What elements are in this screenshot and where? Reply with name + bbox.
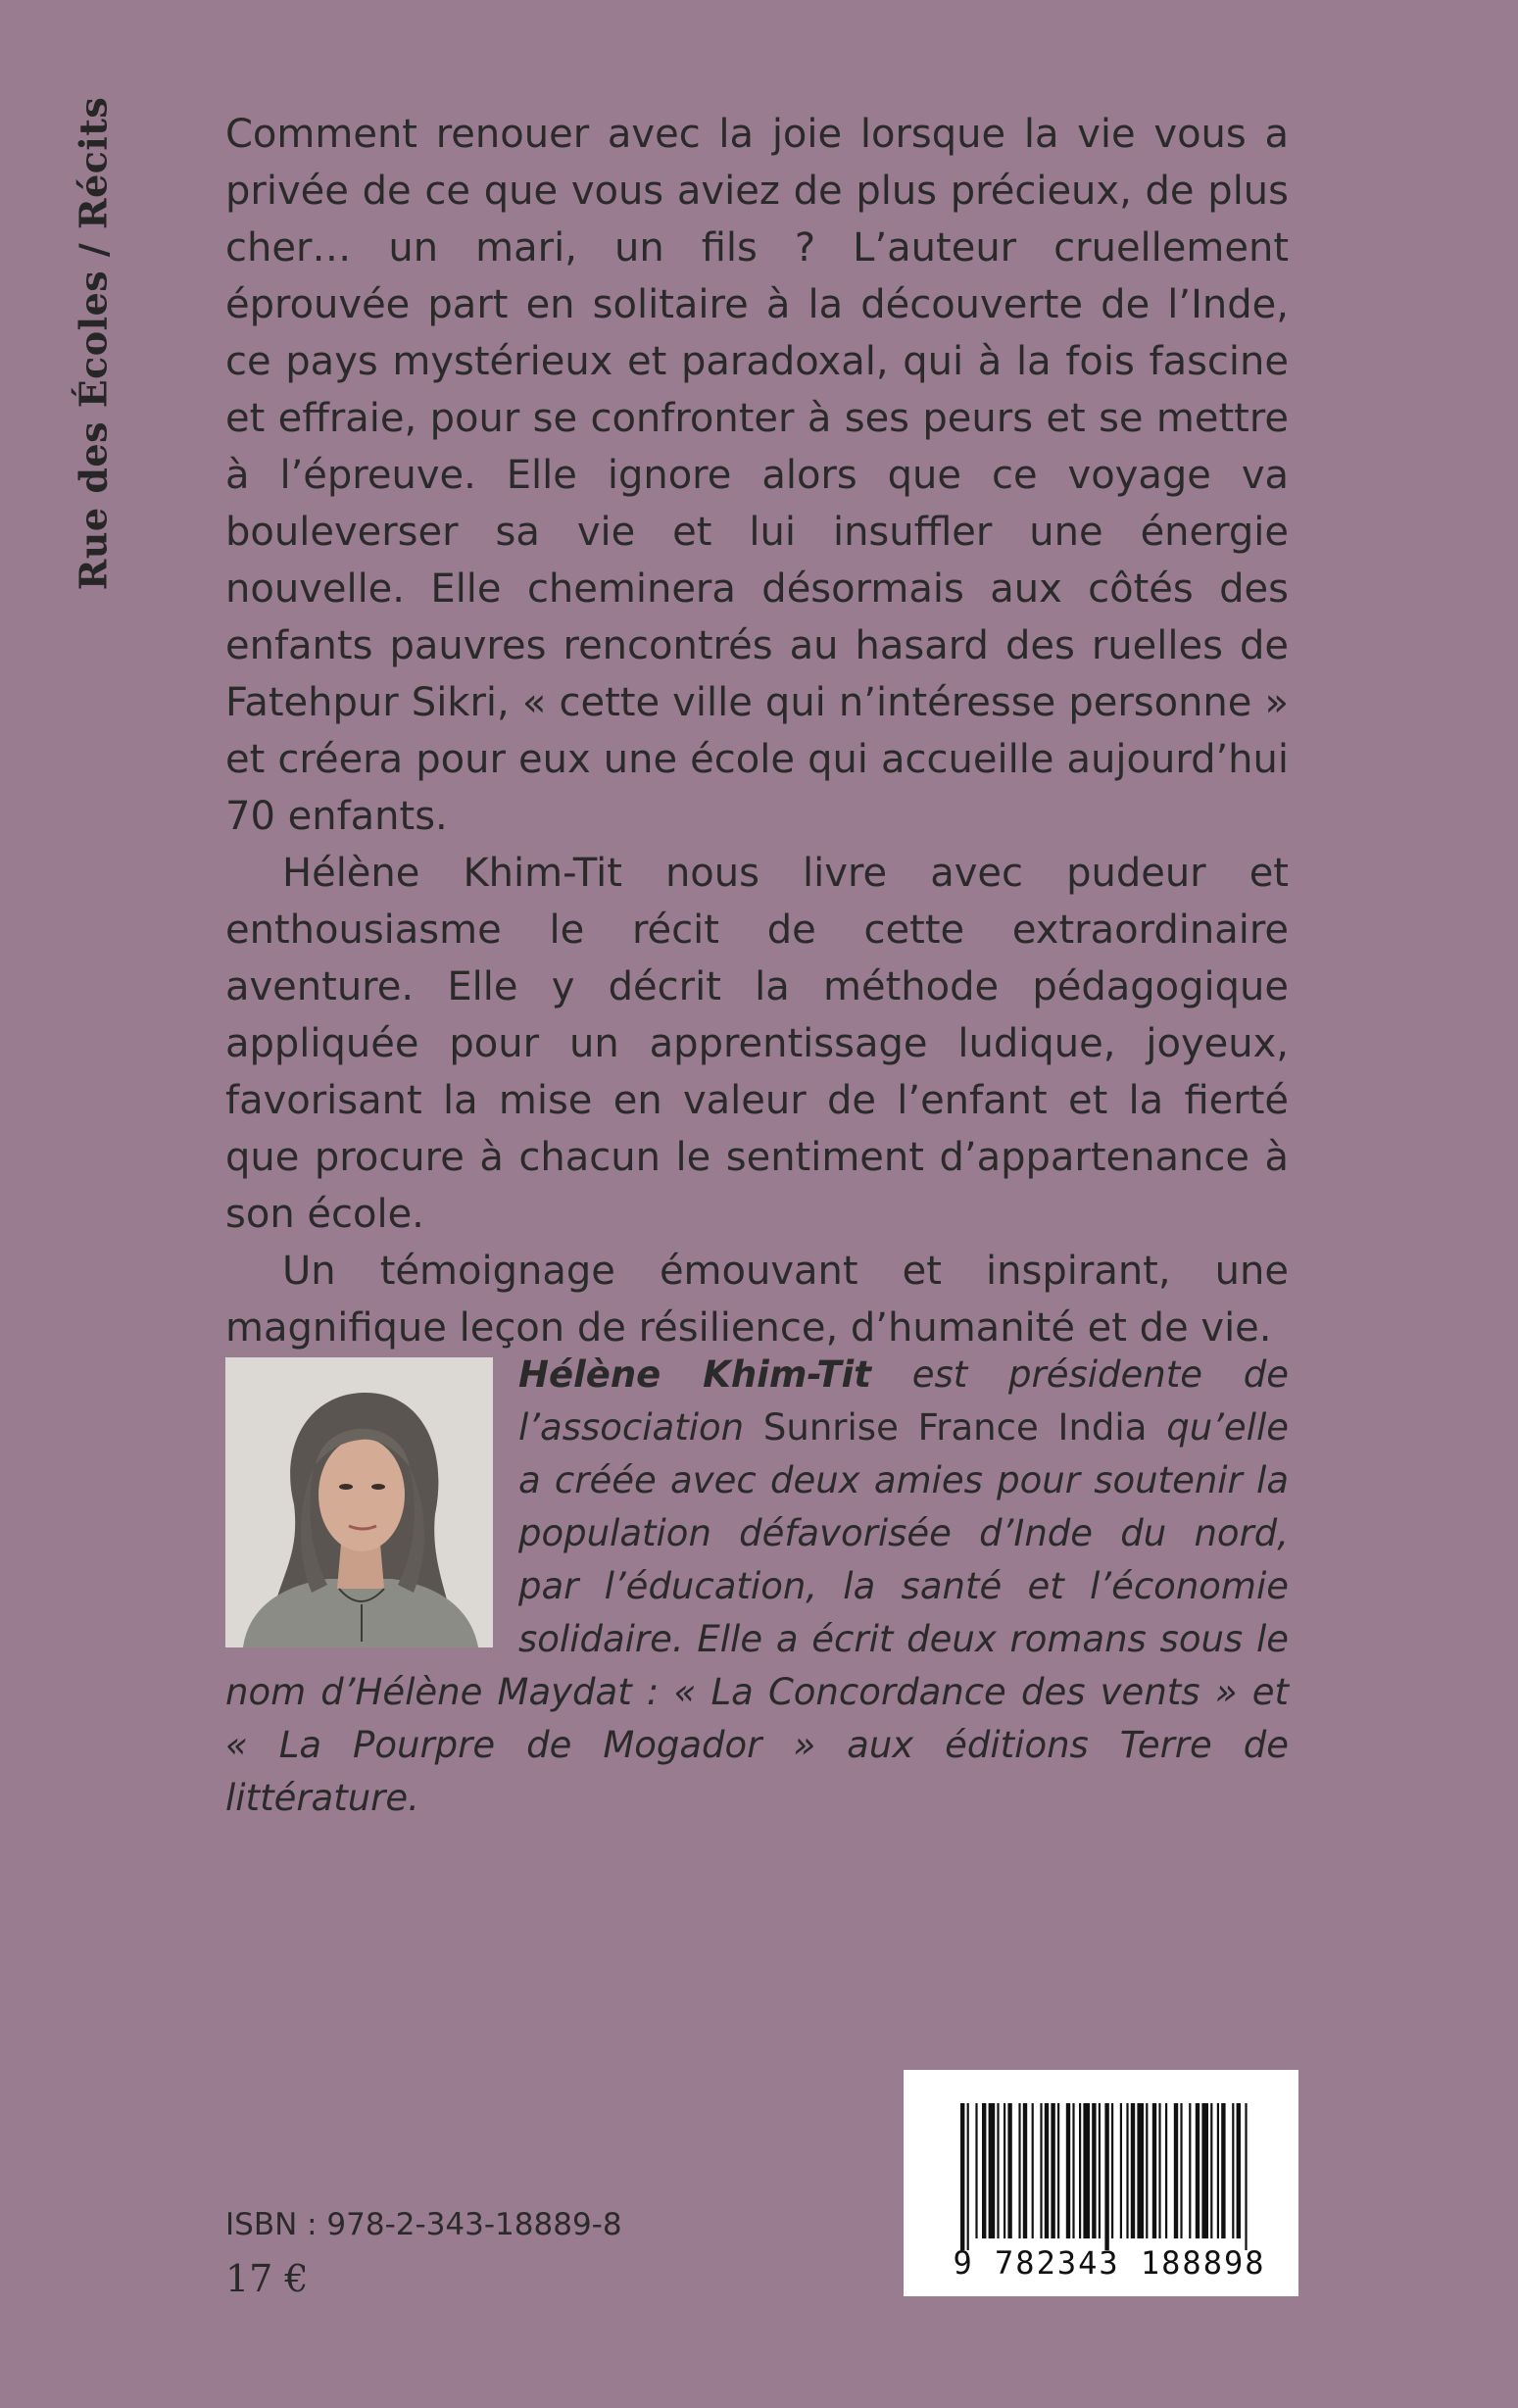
association-name: Sunrise France India [762,1406,1148,1449]
barcode [904,2070,1298,2296]
blurb-paragraph-2: Hélène Khim-Tit nous livre avec pudeur et enthousiasme le récit de cette extraordinaire aventure. Elle y décrit la méthode pédagogique appliquée pour un apprentissage ludique, joyeux, favorisant la mise en valeur de l’enfant et la fierté que procure à chacun le sentiment d’appartenance à son école. [225,851,1289,1237]
isbn-number: ISBN : 978-2-343-18889-8 [225,2207,622,2242]
back-cover-blurb [225,106,1289,1356]
book-price: 17 € [225,2257,309,2300]
series-title: Rue des Écoles / Récits [71,96,116,590]
author-bio-intro: est présidente de l’association [518,1353,1289,1449]
barcode-digits: 9 782343 188898 [953,2244,1266,2282]
author-biography [225,1349,1289,1825]
author-name: Hélène Khim-Tit [518,1353,871,1396]
author-photo [225,1357,493,1647]
blurb-paragraph-3: Un témoignage émouvant et inspirant, une magnifique leçon de résilience, d’humanité et de vie. [225,1249,1289,1351]
blurb-paragraph-1: Comment renouer avec la joie lorsque la vie vous a privée de ce que vous aviez de plus précieux, de plus cher… un mari, un fils ? L’auteur cruellement éprouvée part en solitaire à la découverte de l’Inde, ce pays mystérieux et paradoxal, qui à la fois fascine et effraie, pour se confronter à ses peurs et se mettre à l’épreuve. Elle ignore alors que ce voyage va bouleverser sa vie et lui insuffler une énergie nouvelle. Elle cheminera désormais aux côtés des enfants pauvres rencontrés au hasard des ruelles de Fatehpur Sikri, « cette ville qui n’intéresse personne » et créera pour eux une école qui accueille aujourd’hui 70 enfants. [225,112,1289,839]
spine-series-label [71,96,116,590]
author-bio-rest: qu’elle a créée avec deux amies pour soutenir la population défavorisée d’Inde du nord, par l’éducation, la santé et l’économie solidaire. Elle a écrit deux romans sous le nom d’Hélène Maydat : « La Concordance des vents » et « La Pourpre de Mogador » aux éditions Terre de littérature. [225,1406,1290,1819]
